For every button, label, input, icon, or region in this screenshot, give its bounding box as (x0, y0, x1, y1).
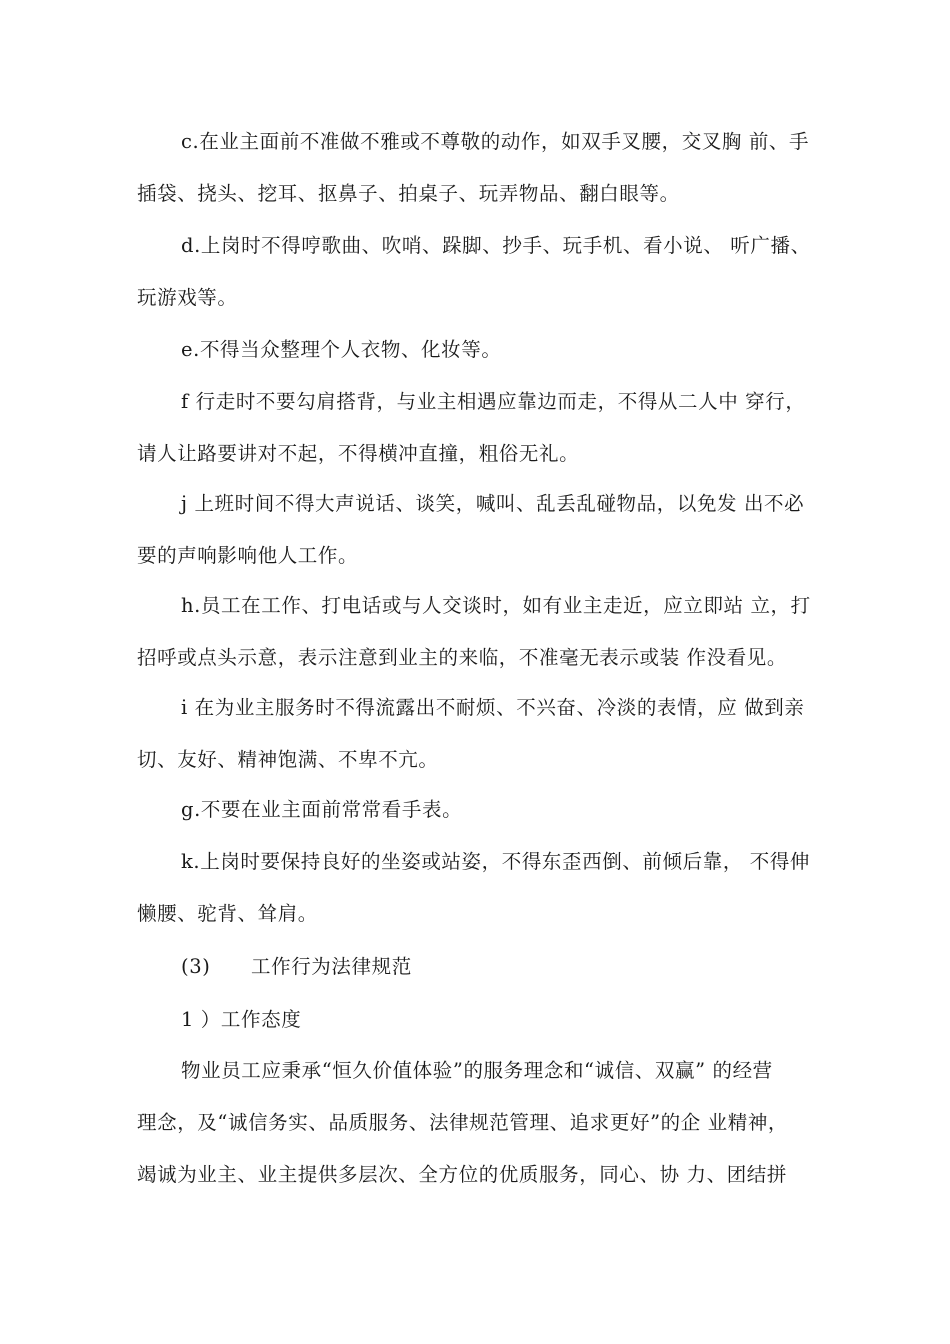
paragraph-line: c.在业主面前不准做不雅或不尊敬的动作，如双手叉腰，交叉胸 前、手 (181, 130, 810, 153)
paragraph-line: 懒腰、驼背、耸肩。 (137, 902, 318, 925)
paragraph-i (137, 682, 827, 786)
paragraph-line: 玩游戏等。 (137, 286, 238, 309)
paragraph-d (137, 220, 827, 324)
paragraph-line: 物业员工应秉承“恒久价值体验”的服务理念和“诚信、双赢” 的经营 (181, 1059, 773, 1082)
closing-paragraph (137, 1045, 827, 1201)
paragraph-line: g.不要在业主面前常常看手表。 (181, 798, 463, 821)
paragraph-h (137, 580, 827, 684)
paragraph-line: k.上岗时要保持良好的坐姿或站姿，不得东歪西倒、前倾后靠， 不得伸 (181, 850, 811, 873)
paragraph-e (137, 324, 827, 376)
paragraph-line: 要的声响影响他人工作。 (137, 544, 359, 567)
section-title: 工作行为法律规范 (251, 955, 412, 978)
sub-heading-text: 1 ）工作态度 (181, 1008, 302, 1031)
paragraph-line: 请人让路要讲对不起，不得横冲直撞，粗俗无礼。 (137, 442, 580, 465)
paragraph-line: j 上班时间不得大声说话、谈笑，喊叫、乱丢乱碰物品，以免发 出不必 (181, 492, 805, 515)
paragraph-line: d.上岗时不得哼歌曲、吹哨、跺脚、抄手、玩手机、看小说、 听广播、 (181, 234, 811, 257)
paragraph-line: f 行走时不要勾肩搭背，与业主相遇应靠边而走，不得从二人中 穿行， (181, 390, 806, 413)
paragraph-k (137, 836, 827, 940)
paragraph-line: 竭诚为业主、业主提供多层次、全方位的优质服务，同心、协 力、团结拼 (137, 1163, 787, 1186)
paragraph-g (137, 784, 827, 836)
section-number: (3) (181, 955, 211, 978)
paragraph-line: h.员工在工作、打电话或与人交谈时，如有业主走近，应立即站 立，打 (181, 594, 811, 617)
paragraph-line: i 在为业主服务时不得流露出不耐烦、不兴奋、冷淡的表情，应 做到亲 (181, 696, 805, 719)
paragraph-c (137, 116, 827, 220)
sub-heading (181, 994, 301, 1046)
paragraph-line: 插袋、挠头、挖耳、抠鼻子、拍桌子、玩弄物品、翻白眼等。 (137, 182, 680, 205)
paragraph-j (137, 478, 827, 582)
paragraph-line: e.不得当众整理个人衣物、化妆等。 (181, 338, 502, 361)
paragraph-line: 理念，及“诚信务实、品质服务、法律规范管理、追求更好”的企 业精神， (137, 1111, 789, 1134)
paragraph-line: 招呼或点头示意，表示注意到业主的来临，不准毫无表示或装 作没看见。 (137, 646, 787, 669)
paragraph-f (137, 376, 827, 480)
section-heading (181, 941, 412, 993)
paragraph-line: 切、友好、精神饱满、不卑不亢。 (137, 748, 439, 771)
